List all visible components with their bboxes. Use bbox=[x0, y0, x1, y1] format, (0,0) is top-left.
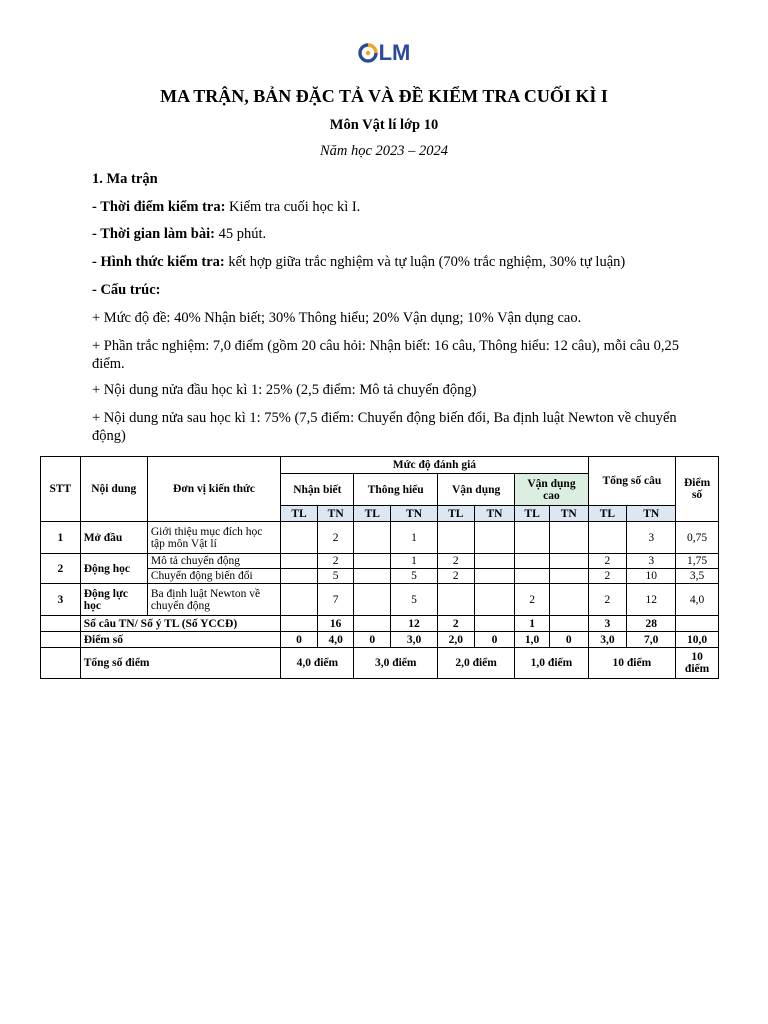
cell-content: Động lực học bbox=[80, 584, 147, 616]
subheader-cell: TN bbox=[627, 506, 676, 522]
cell-stt: 2 bbox=[41, 554, 81, 584]
bullet-item: + Mức độ đề: 40% Nhận biết; 30% Thông hiểu; 20% Vận dụng; 10% Vận dụng cao. bbox=[92, 310, 582, 326]
subheader-cell: TN bbox=[474, 506, 515, 522]
cell-value: 3 bbox=[627, 554, 676, 569]
school-year: Năm học 2023 – 2024 bbox=[319, 143, 449, 159]
cell-value: 2 bbox=[437, 569, 474, 584]
cell-value: 3 bbox=[588, 616, 627, 632]
exam-time-line bbox=[92, 198, 360, 216]
header-van-dung: Vận dụng bbox=[437, 474, 514, 506]
cell-value: 0 bbox=[549, 632, 588, 648]
cell-value bbox=[549, 554, 588, 569]
cell-value: 5 bbox=[391, 569, 438, 584]
cell-stt: 1 bbox=[41, 522, 81, 554]
cell-value bbox=[549, 522, 588, 554]
header-level: Mức độ đánh giá bbox=[281, 457, 588, 474]
score-row-label: Điểm số bbox=[80, 632, 281, 648]
cell-value: 2 bbox=[588, 569, 627, 584]
cell-value bbox=[549, 584, 588, 616]
duration-line bbox=[92, 225, 266, 243]
cell-value bbox=[474, 554, 515, 569]
cell-value: 5 bbox=[391, 584, 438, 616]
form-line bbox=[92, 253, 625, 271]
cell-unit: Giới thiệu mục đích học tập môn Vật lí bbox=[147, 522, 280, 554]
cell-empty bbox=[41, 616, 81, 632]
bullet-item: + Nội dung nửa đầu học kì 1: 25% (2,5 điểm: Mô tả chuyển động) bbox=[92, 382, 477, 398]
duration-value: 45 phút. bbox=[214, 226, 267, 242]
page-title: MA TRẬN, BẢN ĐẶC TẢ VÀ ĐỀ KIỂM TRA CUỐI KÌ I bbox=[160, 86, 608, 106]
subheader-cell: TN bbox=[549, 506, 588, 522]
bullet-item: + Phần trắc nghiệm: 7,0 điểm (gồm 20 câu hỏi: Nhận biết: 16 câu, Thông hiểu: 12 câu), mỗi câu 0,25 điểm. bbox=[92, 338, 679, 372]
cell-score bbox=[676, 616, 719, 632]
cell-value bbox=[354, 584, 391, 616]
total-row-label: Tổng số điểm bbox=[80, 648, 281, 679]
cell-value: 7,0 bbox=[627, 632, 676, 648]
duration-label: - Thời gian làm bài: bbox=[92, 226, 215, 242]
table-row bbox=[41, 584, 719, 616]
cell-value: 16 bbox=[317, 616, 354, 632]
cell-value: 1 bbox=[515, 616, 550, 632]
table-row bbox=[41, 522, 719, 554]
table-row bbox=[41, 554, 719, 569]
olm-logo-text: LM bbox=[378, 40, 411, 65]
cell-value bbox=[437, 584, 474, 616]
header-van-dung-cao: Vận dụng cao bbox=[515, 474, 588, 506]
cell-value: 5 bbox=[317, 569, 354, 584]
cell-empty bbox=[41, 648, 81, 679]
cell-value bbox=[354, 616, 391, 632]
cell-value: 2 bbox=[437, 616, 474, 632]
cell-value: 12 bbox=[391, 616, 438, 632]
subheader-cell: TL bbox=[588, 506, 627, 522]
form-label: - Hình thức kiểm tra: bbox=[92, 254, 225, 270]
subheader-cell: TN bbox=[317, 506, 354, 522]
cell-value bbox=[281, 584, 318, 616]
cell-value: 4,0 bbox=[317, 632, 354, 648]
header-total: Tổng số câu bbox=[588, 457, 676, 506]
total-all: 10 điểm bbox=[588, 648, 676, 679]
subheader-cell: TL bbox=[515, 506, 550, 522]
structure-label: - Cấu trúc: bbox=[92, 282, 161, 298]
subheader-cell: TL bbox=[281, 506, 318, 522]
header-content: Nội dung bbox=[80, 457, 147, 522]
cell-value bbox=[515, 569, 550, 584]
cell-value bbox=[281, 522, 318, 554]
cell-value bbox=[474, 616, 515, 632]
cell-value: 2 bbox=[515, 584, 550, 616]
cell-content: Động học bbox=[80, 554, 147, 584]
cell-value bbox=[281, 616, 318, 632]
cell-value: 3,0 bbox=[588, 632, 627, 648]
total-row bbox=[41, 648, 719, 679]
subheader-cell: TL bbox=[354, 506, 391, 522]
cell-score: 3,5 bbox=[676, 569, 719, 584]
total-van-dung-cao: 1,0 điểm bbox=[515, 648, 588, 679]
cell-value: 3,0 bbox=[391, 632, 438, 648]
cell-empty bbox=[41, 632, 81, 648]
exam-matrix-table bbox=[40, 456, 719, 679]
cell-value bbox=[437, 522, 474, 554]
cell-value: 7 bbox=[317, 584, 354, 616]
subject-subtitle: Môn Vật lí lớp 10 bbox=[329, 117, 439, 133]
cell-unit: Ba định luật Newton về chuyển động bbox=[147, 584, 280, 616]
olm-logo bbox=[0, 40, 768, 66]
cell-value: 2 bbox=[588, 584, 627, 616]
cell-content: Mở đầu bbox=[80, 522, 147, 554]
cell-value: 2 bbox=[437, 554, 474, 569]
cell-score: 10,0 bbox=[676, 632, 719, 648]
cell-value bbox=[474, 584, 515, 616]
score-row bbox=[41, 632, 719, 648]
cell-score: 0,75 bbox=[676, 522, 719, 554]
subheader-cell: TL bbox=[437, 506, 474, 522]
cell-value bbox=[549, 569, 588, 584]
count-row-label: Số câu TN/ Số ý TL (Số YCCĐ) bbox=[80, 616, 281, 632]
cell-value bbox=[588, 522, 627, 554]
cell-stt: 3 bbox=[41, 584, 81, 616]
total-thong-hieu: 3,0 điểm bbox=[354, 648, 437, 679]
form-value: kết hợp giữa trắc nghiệm và tự luận (70% trắc nghiệm, 30% tự luận) bbox=[224, 254, 626, 270]
subheader-cell: TN bbox=[391, 506, 438, 522]
cell-value bbox=[354, 554, 391, 569]
header-nhan-biet: Nhận biết bbox=[281, 474, 354, 506]
cell-value bbox=[354, 522, 391, 554]
exam-time-label: - Thời điểm kiểm tra: bbox=[92, 199, 226, 215]
bullet-item: + Nội dung nửa sau học kì 1: 75% (7,5 điểm: Chuyển động biến đổi, Ba định luật Newton về chuyển động) bbox=[92, 410, 677, 444]
cell-unit: Mô tả chuyển động bbox=[147, 554, 280, 569]
cell-value: 28 bbox=[627, 616, 676, 632]
cell-unit: Chuyển động biến đổi bbox=[147, 569, 280, 584]
cell-value: 2,0 bbox=[437, 632, 474, 648]
cell-value: 2 bbox=[317, 554, 354, 569]
cell-value bbox=[474, 569, 515, 584]
cell-score: 1,75 bbox=[676, 554, 719, 569]
cell-value: 10 bbox=[627, 569, 676, 584]
cell-value: 2 bbox=[588, 554, 627, 569]
cell-value: 1,0 bbox=[515, 632, 550, 648]
section-heading: 1. Ma trận bbox=[92, 171, 158, 187]
cell-value: 0 bbox=[354, 632, 391, 648]
cell-value: 3 bbox=[627, 522, 676, 554]
cell-value: 1 bbox=[391, 522, 438, 554]
olm-logo-icon bbox=[358, 43, 378, 63]
header-stt: STT bbox=[41, 457, 81, 522]
exam-time-value: Kiểm tra cuối học kì I. bbox=[225, 199, 361, 215]
cell-score: 4,0 bbox=[676, 584, 719, 616]
cell-value bbox=[281, 554, 318, 569]
total-score: 10 điểm bbox=[676, 648, 719, 679]
cell-value bbox=[474, 522, 515, 554]
header-score: Điểm số bbox=[676, 457, 719, 522]
cell-value: 1 bbox=[391, 554, 438, 569]
header-thong-hieu: Thông hiểu bbox=[354, 474, 437, 506]
cell-value bbox=[515, 554, 550, 569]
cell-value: 12 bbox=[627, 584, 676, 616]
cell-value bbox=[515, 522, 550, 554]
cell-value bbox=[549, 616, 588, 632]
cell-value: 0 bbox=[281, 632, 318, 648]
cell-value bbox=[354, 569, 391, 584]
cell-value bbox=[281, 569, 318, 584]
total-nhan-biet: 4,0 điểm bbox=[281, 648, 354, 679]
total-van-dung: 2,0 điểm bbox=[437, 648, 514, 679]
cell-value: 2 bbox=[317, 522, 354, 554]
header-unit: Đơn vị kiến thức bbox=[147, 457, 280, 522]
count-row bbox=[41, 616, 719, 632]
cell-value: 0 bbox=[474, 632, 515, 648]
